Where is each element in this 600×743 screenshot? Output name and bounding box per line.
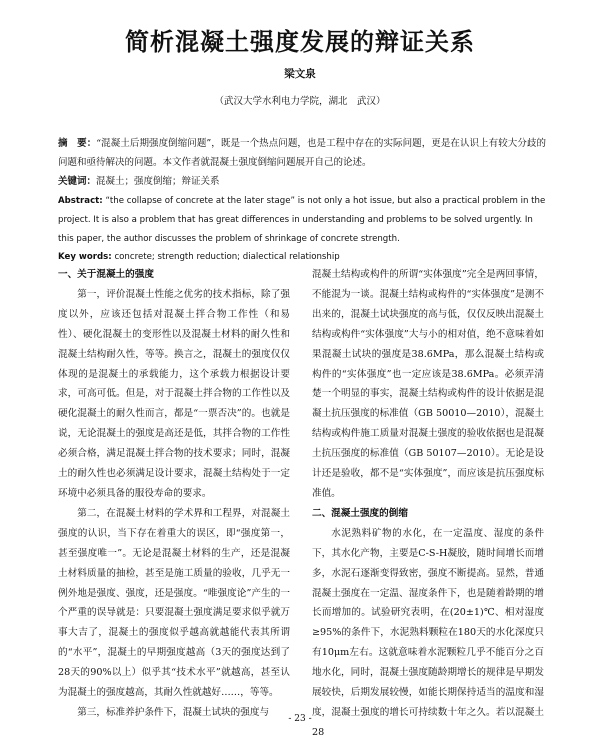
author-name: 梁文泉 <box>284 68 316 80</box>
keywords-en <box>58 249 548 265</box>
paragraph-4: 水泥熟料矿物的水化，在一定温度、湿度的条件下，其水化产物，主要是C-S-H凝胶，随时间增长而增多，水泥石逐渐变得致密，强度不断提高。显然，普通混凝土强度在一定温、湿度条件下，也是随着龄期的增长而增加的。试验研究表明，在(20±1)℃、相对湿度≥95%的条件下，水泥熟料颗粒在180天的水化深度只有10μm左右。这就意味着水泥颗粒几乎不能百分之百地水化，同时，混凝土强度随龄期增长的规律是早期发展较快，后期发展较慢，如能长期保持适当的温度和湿度，混凝土强度的增长可持续数十年之久。若以混凝土28 <box>312 527 544 738</box>
section-heading-1: 一、关于混凝土的强度 <box>58 269 154 280</box>
abstract-en-text: “the collapse of concrete at the later stage” is not only a hot issue, but also a practical problem in the project. It is also a problem that has great differences in understanding and problems to be solved urgently. In this paper, the author discusses the problem of shrinkage of concrete strength. <box>58 196 546 244</box>
author-affiliation: （武汉大学水利电力学院，湖北 武汉） <box>214 96 386 107</box>
paragraph-3-continued: 混凝土结构或构件的所谓“实体强度”完全是两回事情，不能混为一谈。混凝土结构或构件的“实体强度”是测不出来的，混凝土试块强度的高与低，仅仅反映出混凝土结构或构件“实体强度”大与小的相对值，绝不意味着如果混凝土试块的强度是38.6MPa，那么混凝土结构或构件的“实体强度”也一定应该是38.6MPa。必须弄清楚一个明显的事实，混凝土结构或构件的设计依据是混凝土抗压强度的标准值（GB 50010—2010），混凝土结构或构件施工质量对混凝土强度的验收依据也是混凝土抗压强度的标准值（GB 50107—2010）。无论是设计还是验收，都不是“实体强度”，而应该是抗压强度标准值。 <box>312 269 544 499</box>
abstract-cn-text: “混凝土后期强度倒缩问题”，既是一个热点问题，也是工程中存在的实际问题，更是在认识上有较大分歧的问题和亟待解决的问题。本文作者就混凝土强度倒缩问题展开自己的论述。 <box>58 138 546 168</box>
paper-title: 简析混凝土强度发展的辩证关系 <box>125 28 475 56</box>
abstract-en-label: Abstract: <box>58 196 103 206</box>
page-number: - 23 - <box>288 714 312 724</box>
keywords-cn <box>58 174 546 190</box>
abstract-en <box>58 192 548 249</box>
keywords-cn-label: 关键词： <box>58 176 97 187</box>
keywords-en-text: concrete; strength reduction; dialectical relationship <box>114 252 340 262</box>
body-left-column <box>58 265 290 718</box>
section-heading-2: 二、混凝土强度的倒缩 <box>312 507 408 519</box>
paragraph-2: 第二，在混凝土材料的学术界和工程界，对混凝土强度的认识，当下存在着重大的误区，即“强度第一，甚至强度唯一”。无论是混凝土材料的生产，还是混凝土材料质量的抽检，甚至是施工质量的验收，几乎无一例外地是强度、强度，还是强度。“唯强度论”产生的一个严重的误导就是：只要混凝土强度满足要求似乎就万事大吉了，混凝土的强度似乎越高就越能代表其所谓的“水平”，混凝土的早期强度越高（3天的强度达到了28天的90%以上）似乎其“技术水平”就越高，甚至认为混凝土的强度越高，其耐久性就越好……，等等。 <box>58 507 290 699</box>
paragraph-1: 第一，评价混凝土性能之优劣的技术指标，除了强度以外，应该还包括对混凝土拌合物工作性（和易性）、硬化混凝土的变形性以及混凝土材料的耐久性和混凝土结构耐久性，等等。换言之，混凝土的强度仅仅体现的是混凝土的承载能力，这个承载力根据设计要求，可高可低。但是，对于混凝土拌合物的工作性以及硬化混凝土的耐久性而言，都是“一票否决”的。也就是说，无论混凝土的强度是高还是低，其拌合物的工作性必须合格，满足混凝土拌合物的技术要求；同时，混凝土的耐久性也必须满足设计要求，混凝土结构处于一定环境中必须具备的服役寿命的要求。 <box>58 288 290 499</box>
abstract-cn <box>58 134 546 172</box>
abstract-cn-label: 摘 要： <box>58 138 97 149</box>
body-right-column <box>312 265 544 738</box>
keywords-cn-text: 混凝土；强度倒缩；辩证关系 <box>96 176 220 187</box>
paragraph-3-start: 第三，标准养护条件下，混凝土试块的强度与 <box>77 706 270 718</box>
keywords-en-label: Key words: <box>58 252 112 262</box>
